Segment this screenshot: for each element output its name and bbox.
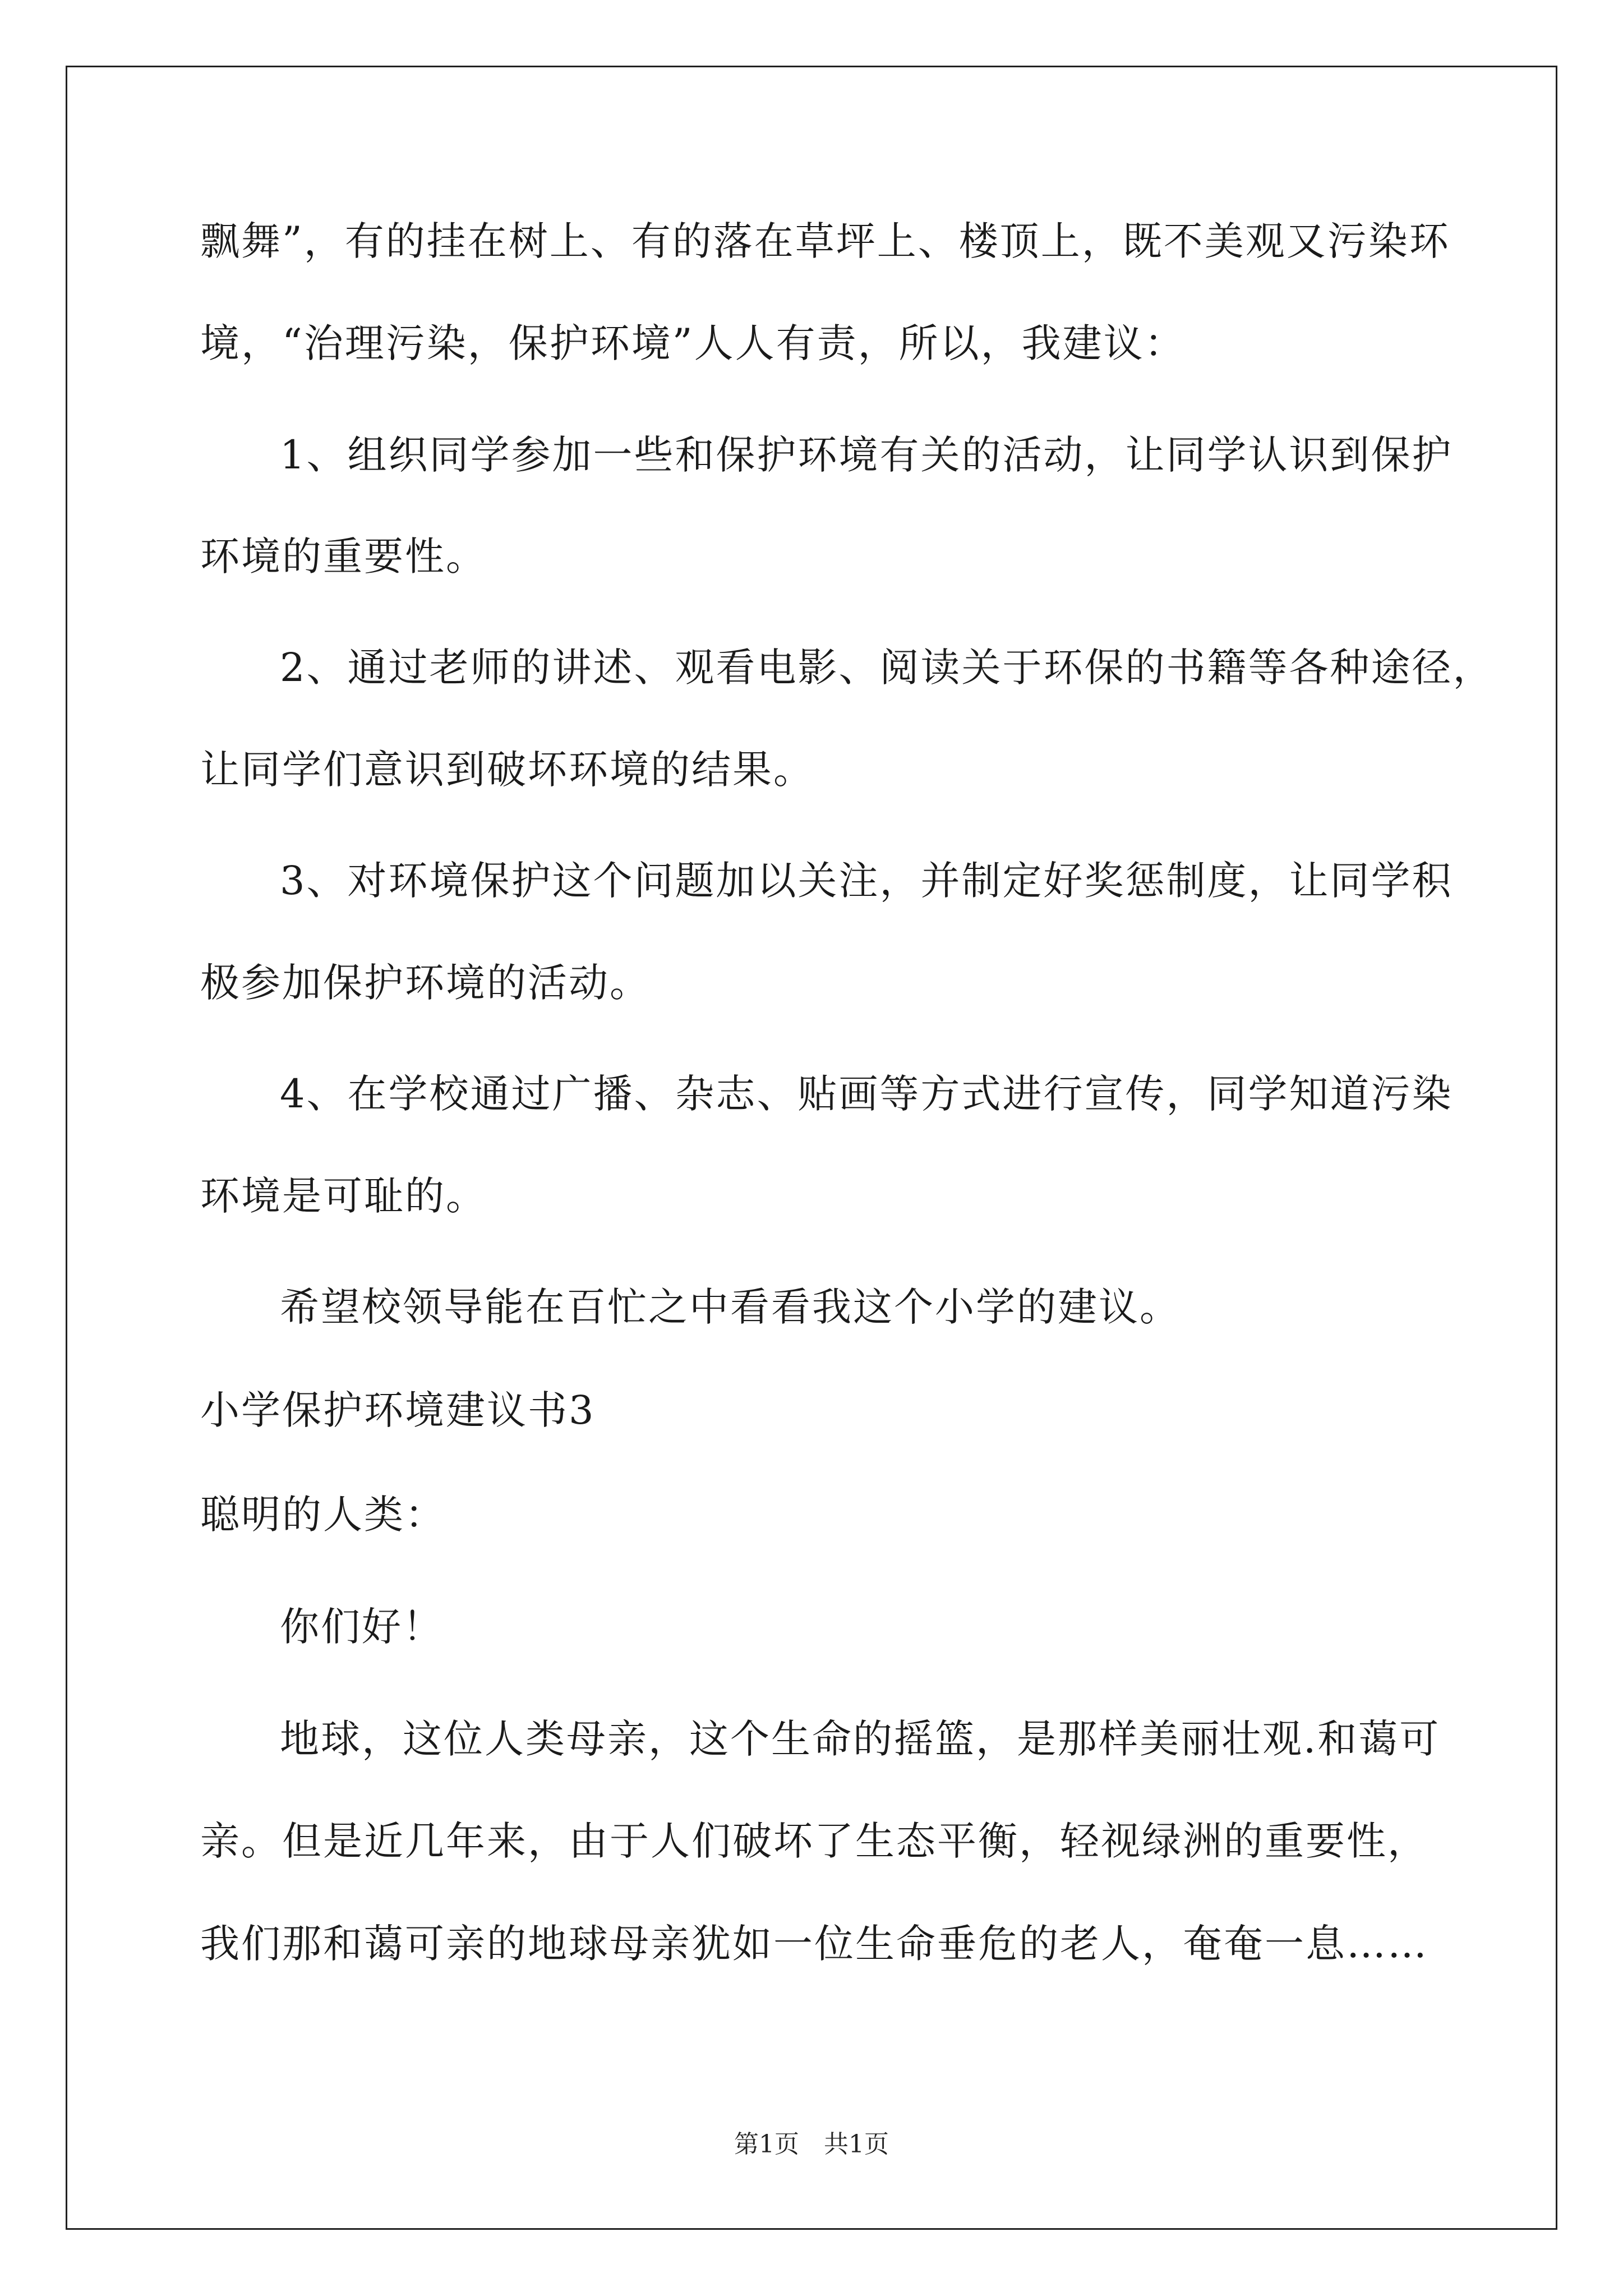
section-heading: 小学保护环境建议书3 (200, 1387, 596, 1433)
page-number: 第1页 共1页 (734, 2130, 889, 2159)
text-line: 地球，这位人类母亲，这个生命的摇篮，是那样美丽壮观.和蔼可 (280, 1716, 1441, 1762)
text-line: 环境是可耻的。 (200, 1173, 487, 1219)
page-border (66, 66, 1557, 2230)
list-item-4: 4、在学校通过广播、杂志、贴画等方式进行宣传，同学知道污染 (280, 1071, 1453, 1117)
list-item-3: 3、对环境保护这个问题加以关注，并制定好奖惩制度，让同学积 (280, 858, 1453, 904)
text-line: 极参加保护环境的活动。 (200, 960, 651, 1006)
text-line: 亲。但是近几年来，由于人们破坏了生态平衡，轻视绿洲的重要性， (200, 1818, 1428, 1864)
list-item-2: 2、通过老师的讲述、观看电影、阅读关于环保的书籍等各种途径， (280, 645, 1494, 691)
text-line: 让同学们意识到破坏环境的结果。 (200, 747, 814, 793)
salutation: 聪明的人类： (200, 1492, 446, 1538)
closing-paragraph: 希望校领导能在百忙之中看看我这个小学的建议。 (280, 1284, 1181, 1330)
list-item-1: 1、组织同学参加一些和保护环境有关的活动，让同学认识到保护 (280, 432, 1453, 478)
text-line: 飘舞”，有的挂在树上、有的落在草坪上、楼顶上，既不美观又污染环 (200, 218, 1450, 264)
text-line: 我们那和蔼可亲的地球母亲犹如一位生命垂危的老人，奄奄一息…… (200, 1921, 1428, 1967)
text-line: 境，“治理污染，保护环境”人人有责，所以，我建议： (200, 320, 1186, 366)
text-line: 环境的重要性。 (200, 533, 487, 579)
greeting: 你们好！ (280, 1604, 444, 1650)
